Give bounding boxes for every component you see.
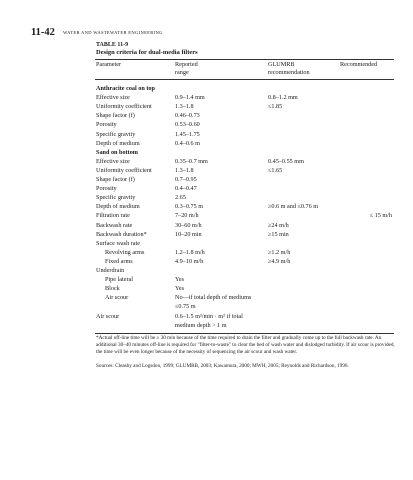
column-header-line1: GLUMRB: [268, 61, 295, 68]
reported-range-cell: 7–20 m/h: [175, 212, 199, 220]
parameter-cell: Shape factor (f): [96, 112, 135, 120]
table-row: [96, 102, 396, 111]
glumrb-cell: 0.45–0.55 mm: [268, 157, 304, 165]
glumrb-cell: ≤1.85: [268, 103, 283, 111]
reported-range-cell: 0.7–0.95: [175, 176, 197, 183]
table-row: [96, 239, 396, 248]
reported-range-cell: 0.4–0.6 m: [175, 139, 200, 147]
parameter-cell: Anthracite coal on top: [96, 85, 155, 92]
reported-range-cell: medium depth > 1 m: [175, 321, 227, 329]
reported-range-cell: 1.45–1.75: [175, 130, 200, 138]
table-row: [96, 302, 396, 311]
reported-range-cell: 30–60 m/h: [175, 221, 202, 229]
parameter-cell: Effective size: [96, 94, 130, 102]
parameter-cell: Fixed arms: [105, 257, 133, 265]
table-row: [96, 321, 396, 330]
column-header-line2: Parameter: [96, 61, 122, 68]
parameter-cell: Uniformity coefficient: [96, 166, 152, 174]
table-row: [96, 257, 396, 266]
reported-range-cell: Yes: [175, 285, 185, 293]
table-row: [96, 193, 396, 202]
reported-range-cell: 1.3–1.8: [175, 103, 194, 111]
table-row: [96, 166, 396, 175]
reported-range-cell: 0.35–0.7 mm: [175, 157, 208, 165]
reported-range-cell: 1.2–1.8 m/h: [175, 248, 205, 256]
reported-range-cell: No—if total depth of mediums: [175, 294, 252, 302]
glumrb-cell: ≥1.2 m/h: [268, 248, 291, 256]
table-footnote: *Actual off-line time will be ≥ 30 min because of the time required to drain the filter and gradually come up to the full backwash rate. An additional 30–40 minutes off-line is required for "filter-to-waste" to clear the bed of wash water and dislodged turbidity. If air scour is provided, the time will be even longer because of the necessity of sequencing the air scour and wash water.: [96, 335, 395, 355]
column-header-parameter: [96, 61, 121, 69]
parameter-cell: Backwash rate: [96, 221, 133, 229]
table-section-heading: [96, 148, 396, 157]
reported-range-cell: 0.4–0.47: [175, 185, 197, 193]
table-bottom-rule: [95, 333, 394, 334]
parameter-cell: Specific gravity: [96, 194, 136, 202]
table-label: TABLE 11-9: [96, 42, 129, 48]
table-row: [96, 312, 396, 321]
glumrb-cell: ≥4.9 m/h: [268, 257, 291, 265]
reported-range-cell: 0.46–0.73: [175, 112, 200, 120]
column-header-line1: Reported: [175, 61, 198, 68]
reported-range-cell: 1.3–1.8: [175, 166, 194, 174]
reported-range-cell: 0.3–0.75 m: [175, 203, 204, 211]
parameter-cell: Underdrain: [96, 267, 125, 274]
parameter-cell: Air scour: [96, 312, 120, 320]
parameter-cell: Depth of medium: [96, 203, 140, 211]
parameter-cell: Depth of medium: [96, 139, 140, 147]
glumrb-cell: ≥15 min: [268, 230, 289, 238]
reported-range-cell: ≤0.75 m: [175, 303, 196, 311]
reported-range-cell: 0.53–0.60: [175, 121, 200, 129]
parameter-cell: Porosity: [96, 121, 117, 129]
parameter-cell: Porosity: [96, 185, 117, 193]
glumrb-cell: 0.8–1.2 mm: [268, 94, 298, 102]
table-row: [96, 284, 396, 293]
table-header-rule: [95, 79, 394, 80]
parameter-cell: Surface wash rate: [96, 239, 140, 247]
parameter-cell: Block: [105, 285, 120, 293]
parameter-cell: Backwash duration*: [96, 230, 147, 238]
table-section-heading: [96, 84, 396, 93]
page-number: 11-42: [31, 27, 55, 38]
table-row: [96, 157, 396, 166]
reported-range-cell: Yes: [175, 276, 185, 284]
column-header-glumrb: [268, 61, 310, 77]
recommended-cell: ≤ 15 m/h: [369, 212, 392, 220]
table-row: [96, 130, 396, 139]
table-row: [96, 184, 396, 193]
reported-range-cell: 2.65: [175, 194, 186, 202]
reported-range-cell: 0.9–1.4 mm: [175, 94, 205, 102]
parameter-cell: Revolving arms: [105, 248, 145, 256]
column-header-recommended: [340, 61, 377, 69]
table-row: [96, 111, 396, 120]
reported-range-cell: 10–20 min: [175, 230, 202, 238]
parameter-cell: Shape factor (f): [96, 176, 135, 183]
table-row: [96, 266, 396, 275]
table-sources: [96, 363, 396, 370]
table-row: [96, 211, 396, 220]
table-row: [96, 202, 396, 211]
table-row: [96, 93, 396, 102]
table-row: [96, 120, 396, 129]
reported-range-cell: 4.9–10 m/h: [175, 257, 204, 265]
column-header-line2: recommendation: [268, 69, 310, 76]
table-row: [96, 275, 396, 284]
glumrb-cell: ≥24 m/h: [268, 221, 289, 229]
column-header-reported-range: [175, 61, 198, 77]
column-header-line2: range: [175, 69, 189, 76]
table-row: [96, 230, 396, 239]
table-title: Design criteria for dual-media filters: [96, 49, 198, 56]
glumrb-cell: ≤1.65: [268, 166, 283, 174]
parameter-cell: Specific gravity: [96, 130, 136, 138]
table-row: [96, 221, 396, 230]
table-row: [96, 175, 396, 184]
glumrb-cell: ≥0.6 m and ≤0.76 m: [268, 203, 319, 211]
parameter-cell: Air scour: [105, 294, 129, 302]
running-head: WATER AND WASTEWATER ENGINEERING: [63, 30, 163, 35]
table-row: [96, 248, 396, 257]
table-top-rule: [95, 59, 394, 60]
table-sources-text: Sources: Cleasby and Logsdon, 1999; GLUMRB, 2003; Kawamura, 2000; MWH, 2005; Reynolds and Richardson, 1996.: [96, 363, 349, 369]
column-header-line2: Recommended: [340, 61, 378, 68]
reported-range-cell: 0.6–1.5 m³/min · m² if total: [175, 312, 243, 320]
parameter-cell: Pipe lateral: [105, 276, 134, 284]
table-row: [96, 139, 396, 148]
parameter-cell: Uniformity coefficient: [96, 103, 152, 111]
parameter-cell: Sand on bottom: [96, 148, 138, 156]
parameter-cell: Effective size: [96, 157, 130, 165]
parameter-cell: Filtration rate: [96, 212, 130, 220]
table-row: [96, 293, 396, 302]
